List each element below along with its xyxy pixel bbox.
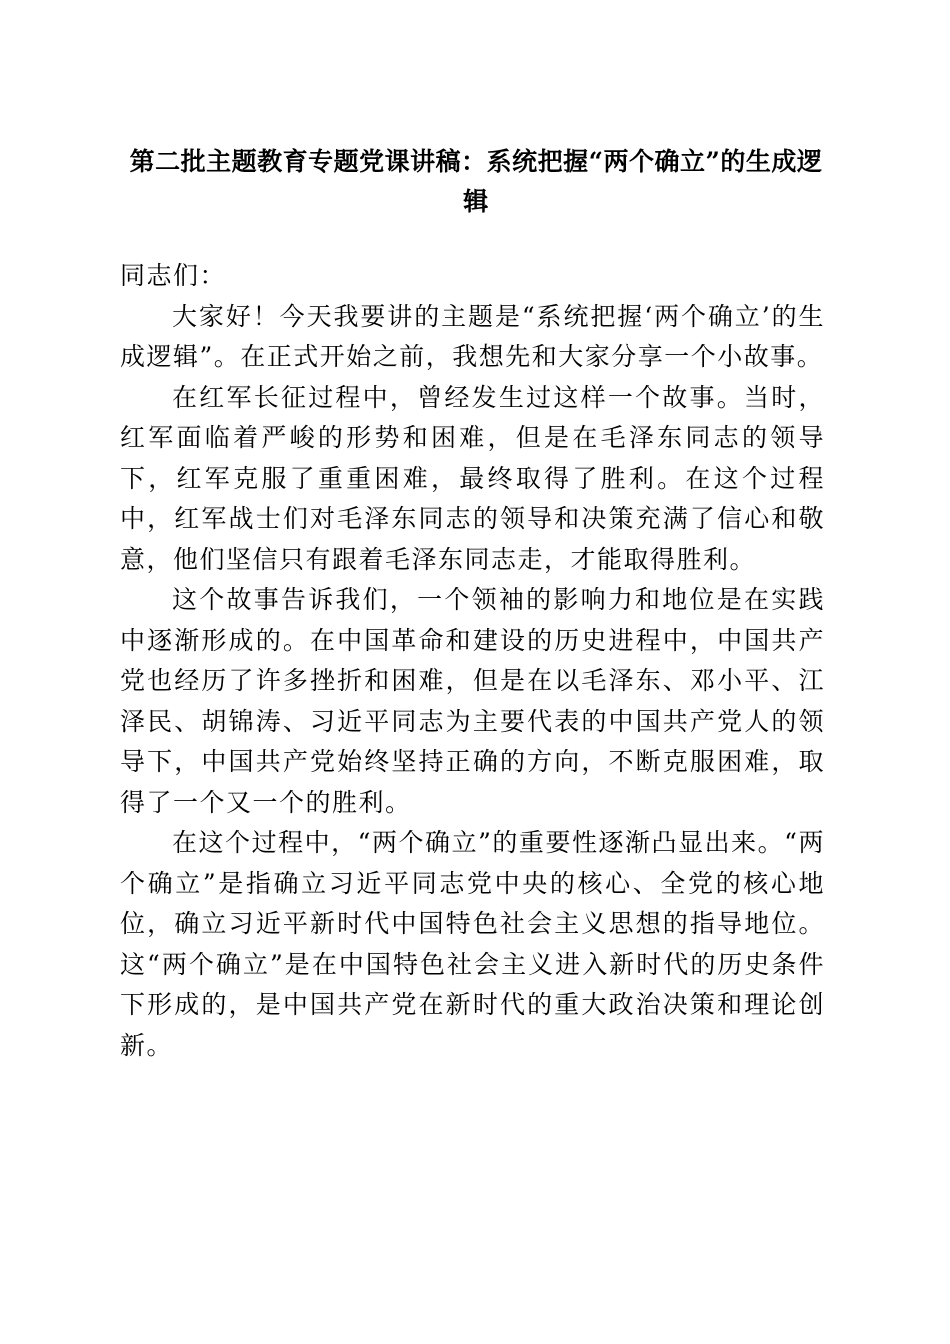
salutation: 同志们： <box>120 261 227 290</box>
paragraph-1: 大家好！今天我要讲的主题是“系统把握‘两个确立’的生成逻辑”。在正式开始之前，我想先和大家分享一个小故事。 <box>120 301 825 371</box>
paragraph-2: 在红军长征过程中，曾经发生过这样一个故事。当时，红军面临着严峻的形势和困难，但是在毛泽东同志的领导下，红军克服了重重困难，最终取得了胜利。在这个过程中，红军战士们对毛泽东同志的领导和决策充满了信心和敬意，他们坚信只有跟着毛泽东同志走，才能取得胜利。 <box>120 382 825 574</box>
paragraph-3: 这个故事告诉我们，一个领袖的影响力和地位是在实践中逐渐形成的。在中国革命和建设的历史进程中，中国共产党也经历了许多挫折和困难，但是在以毛泽东、邓小平、江泽民、胡锦涛、习近平同志为主要代表的中国共产党人的领导下，中国共产党始终坚持正确的方向，不断克服困难，取得了一个又一个的胜利。 <box>120 585 825 817</box>
document-title: 第二批主题教育专题党课讲稿：系统把握“两个确立”的生成逻辑 <box>129 147 823 216</box>
paragraph-4: 在这个过程中，“两个确立”的重要性逐渐凸显出来。“两个确立”是指确立习近平同志党中央的核心、全党的核心地位，确立习近平新时代中国特色社会主义思想的指导地位。这“两个确立”是在中国特色社会主义进入新时代的历史条件下形成的，是中国共产党在新时代的重大政治决策和理论创新。 <box>120 828 825 1060</box>
document-body <box>120 256 825 1066</box>
